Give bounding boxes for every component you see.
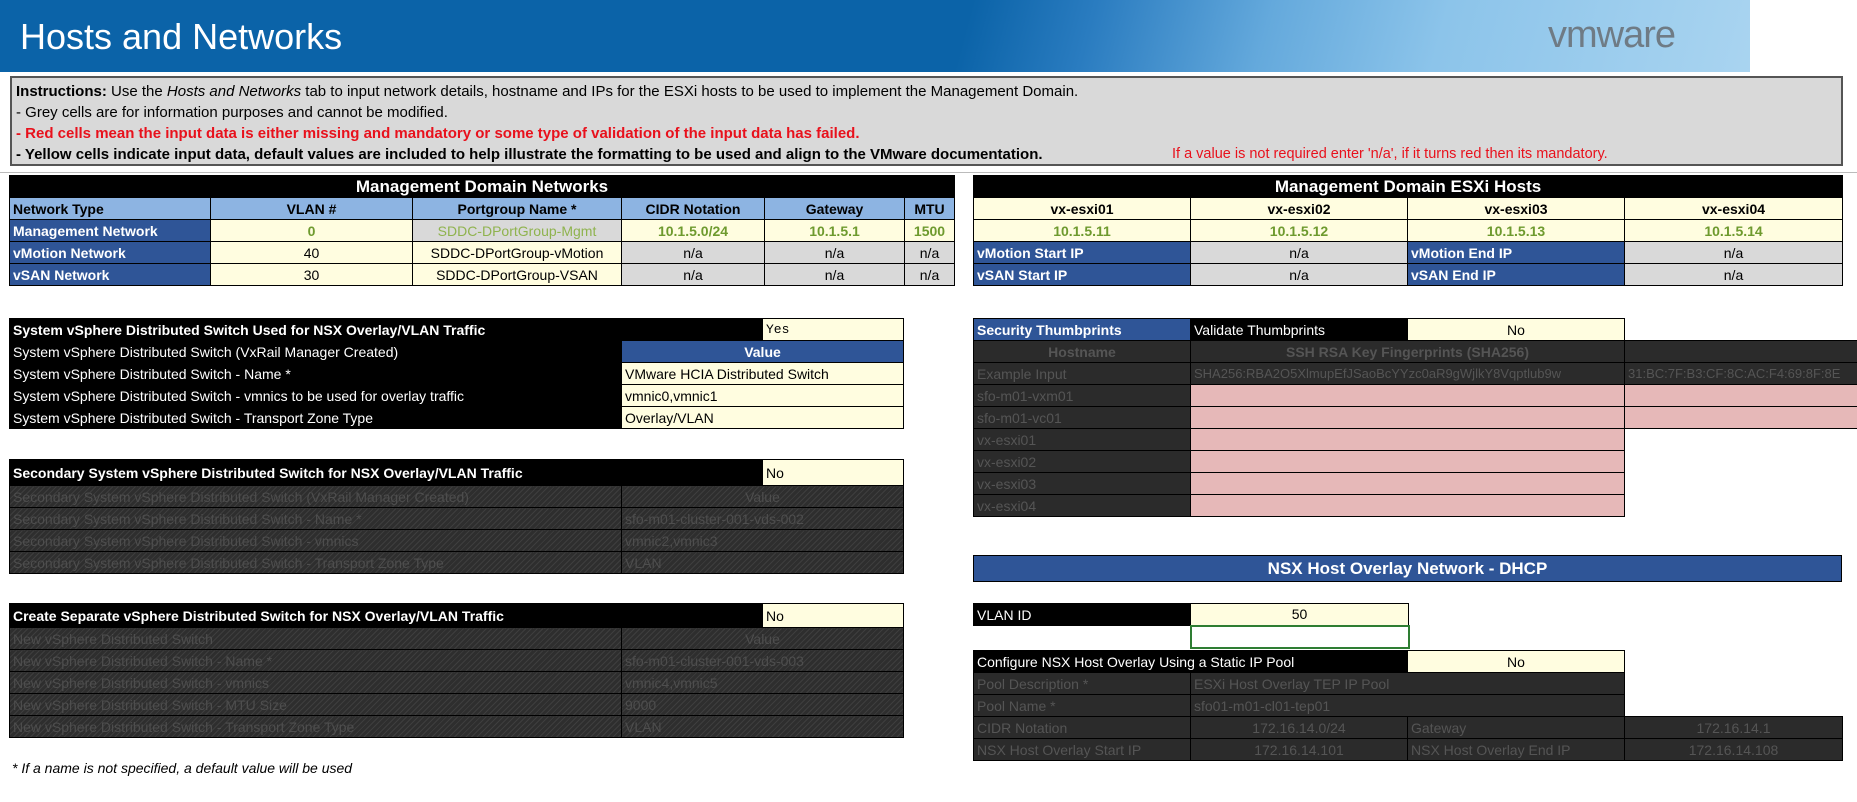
nsx-vlan-table <box>973 603 1410 649</box>
vsan-start-label: vSAN Start IP <box>974 264 1191 286</box>
table-row <box>974 429 1857 451</box>
instructions-text: Use the <box>111 83 167 100</box>
secondary-vds-title: Secondary System vSphere Distributed Switch for NSX Overlay/VLAN Traffic <box>10 460 763 486</box>
spacer <box>1625 651 1843 673</box>
gateway-cell[interactable]: 10.1.5.1 <box>765 220 905 242</box>
thumbprint-input[interactable] <box>1191 429 1625 451</box>
vmware-logo: vmware <box>1548 14 1676 56</box>
cidr-cell: n/a <box>622 264 765 286</box>
secondary-vds-row-value: sfo-m01-cluster-001-vds-002 <box>622 508 904 530</box>
system-vds-table <box>9 318 904 429</box>
table-row <box>10 264 955 286</box>
cidr-cell: n/a <box>622 242 765 264</box>
spacer <box>1625 429 1857 451</box>
instructions-line-3: - Red cells mean the input data is either missing and mandatory or some type of validation of the input data has failed. <box>16 125 860 142</box>
instructions-box <box>10 76 1843 166</box>
thumbprint-host-label: sfo-m01-vc01 <box>974 407 1191 429</box>
thumbprint-host-label: sfo-m01-vxm01 <box>974 385 1191 407</box>
secondary-vds-row-value: VLAN <box>622 552 904 574</box>
secondary-vds-row-label: Secondary System vSphere Distributed Switch - Transport Zone Type <box>10 552 622 574</box>
instructions-line-1 <box>16 81 1837 102</box>
thumbprint-input[interactable] <box>1191 495 1625 517</box>
footnote: * If a name is not specified, a default value will be used <box>12 760 353 776</box>
separate-vds-row-label: New vSphere Distributed Switch - Transport Zone Type <box>10 716 622 738</box>
vlan-cell[interactable]: 30 <box>211 264 413 286</box>
thumbprint-host-label: vx-esxi04 <box>974 495 1191 517</box>
separate-vds-value[interactable]: No <box>763 604 904 628</box>
portgroup-cell[interactable]: SDDC-DPortGroup-VSAN <box>413 264 622 286</box>
thumbprint-host-label: vx-esxi03 <box>974 473 1191 495</box>
table-row <box>974 407 1857 429</box>
separate-vds-table <box>9 603 904 738</box>
thumbprint-input[interactable] <box>1191 473 1625 495</box>
portgroup-cell: SDDC-DPortGroup-Mgmt <box>413 220 622 242</box>
vmotion-end-value: n/a <box>1625 242 1843 264</box>
esxi-hosts-title: Management Domain ESXi Hosts <box>974 176 1843 198</box>
table-row <box>974 473 1857 495</box>
system-vds-vmnics-field[interactable]: vmnic0,vmnic1 <box>622 385 904 407</box>
secondary-vds-table <box>9 459 904 574</box>
pool-cidr-value: 172.16.14.0/24 <box>1191 717 1408 739</box>
example-label: Example Input <box>974 363 1191 385</box>
instructions-lead: Instructions: <box>16 83 107 100</box>
table-row <box>10 220 955 242</box>
vlan-cell[interactable]: 40 <box>211 242 413 264</box>
nsx-overlay-title-table <box>973 555 1842 582</box>
system-vds-title: System vSphere Distributed Switch Used for NSX Overlay/VLAN Traffic <box>10 319 763 341</box>
thumbprint-host-label: vx-esxi01 <box>974 429 1191 451</box>
vlan-id-field[interactable]: 50 <box>1191 604 1409 626</box>
vlan-cell[interactable]: 0 <box>211 220 413 242</box>
system-vds-row-label: System vSphere Distributed Switch (VxRail Manager Created) <box>10 341 622 363</box>
thumbprint-input-2[interactable] <box>1625 385 1857 407</box>
separate-vds-row-value: vmnic4,vmnic5 <box>622 672 904 694</box>
separate-vds-row-value: VLAN <box>622 716 904 738</box>
secondary-vds-row-label: Secondary System vSphere Distributed Switch - Name * <box>10 508 622 530</box>
secondary-vds-row-label: Secondary System vSphere Distributed Switch - vmnics <box>10 530 622 552</box>
instructions-note: If a value is not required enter 'n/a', if it turns red then its mandatory. <box>1172 146 1608 162</box>
secondary-vds-row-value: Value <box>622 486 904 508</box>
spacer <box>1625 495 1857 517</box>
validate-thumbprints-value[interactable]: No <box>1408 319 1625 341</box>
spacer <box>1625 673 1843 695</box>
pool-name-value: sfo01-m01-cl01-tep01 <box>1191 695 1625 717</box>
secondary-vds-row-value: vmnic2,vmnic3 <box>622 530 904 552</box>
spacer <box>1625 473 1857 495</box>
divider <box>0 172 1857 173</box>
fingerprint-header-extra <box>1625 341 1857 363</box>
instructions-line-4: - Yellow cells indicate input data, default values are included to help illustrate the formatting to be used and align to the VMware documentation. <box>16 146 1043 163</box>
separate-vds-title: Create Separate vSphere Distributed Switch for NSX Overlay/VLAN Traffic <box>10 604 763 628</box>
esxi-hosts-table <box>973 175 1843 286</box>
host-ip-cell[interactable]: 10.1.5.12 <box>1191 220 1408 242</box>
system-vds-tz-field[interactable]: Overlay/VLAN <box>622 407 904 429</box>
table-row <box>10 242 955 264</box>
spacer <box>1625 319 1857 341</box>
pool-name-label: Pool Name * <box>974 695 1191 717</box>
separate-vds-row-value: sfo-m01-cluster-001-vds-003 <box>622 650 904 672</box>
page-title: Hosts and Networks <box>20 16 343 57</box>
vsan-start-value: n/a <box>1191 264 1408 286</box>
system-vds-row-label: System vSphere Distributed Switch - vmnics to be used for overlay traffic <box>10 385 622 407</box>
secondary-vds-row-label: Secondary System vSphere Distributed Switch (VxRail Manager Created) <box>10 486 622 508</box>
gateway-cell: n/a <box>765 264 905 286</box>
host-name-cell[interactable]: vx-esxi02 <box>1191 198 1408 220</box>
vmotion-start-value: n/a <box>1191 242 1408 264</box>
pool-end-label: NSX Host Overlay End IP <box>1408 739 1625 761</box>
separate-vds-row-label: New vSphere Distributed Switch - Name * <box>10 650 622 672</box>
gateway-cell: n/a <box>765 242 905 264</box>
pool-desc-label: Pool Description * <box>974 673 1191 695</box>
system-vds-row-label: System vSphere Distributed Switch - Transport Zone Type <box>10 407 622 429</box>
host-ip-cell[interactable]: 10.1.5.14 <box>1625 220 1843 242</box>
pool-cidr-label: CIDR Notation <box>974 717 1191 739</box>
vmotion-end-label: vMotion End IP <box>1408 242 1625 264</box>
mtu-cell: n/a <box>905 264 955 286</box>
cidr-cell[interactable]: 10.1.5.0/24 <box>622 220 765 242</box>
col-mtu: MTU <box>905 198 955 220</box>
vsan-end-label: vSAN End IP <box>1408 264 1625 286</box>
vsan-end-value: n/a <box>1625 264 1843 286</box>
network-type-cell: vSAN Network <box>10 264 211 286</box>
separate-vds-row-label: New vSphere Distributed Switch - MTU Size <box>10 694 622 716</box>
col-network-type: Network Type <box>10 198 211 220</box>
separate-vds-row-label: New vSphere Distributed Switch <box>10 628 622 650</box>
fingerprint-header: SSH RSA Key Fingerprints (SHA256) <box>1191 341 1625 363</box>
example-value-2: 31:BC:7F:B3:CF:8C:AC:F4:69:8F:8E <box>1625 363 1857 385</box>
spacer <box>1625 695 1843 717</box>
thumbprint-input[interactable] <box>1191 385 1625 407</box>
pool-start-value: 172.16.14.101 <box>1191 739 1408 761</box>
static-pool-label: Configure NSX Host Overlay Using a Static IP Pool <box>974 651 1408 673</box>
host-ip-cell[interactable]: 10.1.5.11 <box>974 220 1191 242</box>
banner <box>0 0 1750 72</box>
mtu-cell[interactable]: 1500 <box>905 220 955 242</box>
instructions-tab-name: Hosts and Networks <box>166 83 302 100</box>
instructions-text: tab to input network details, hostname and IPs for the ESXi hosts to be used to implement the Management Domain. <box>301 83 1079 100</box>
host-name-cell[interactable]: vx-esxi01 <box>974 198 1191 220</box>
static-pool-value[interactable]: No <box>1408 651 1625 673</box>
network-type-cell: Management Network <box>10 220 211 242</box>
host-ip-cell[interactable]: 10.1.5.13 <box>1408 220 1625 242</box>
thumbprint-input[interactable] <box>1191 451 1625 473</box>
portgroup-cell[interactable]: SDDC-DPortGroup-vMotion <box>413 242 622 264</box>
table-row <box>974 451 1857 473</box>
thumbprint-host-label: vx-esxi02 <box>974 451 1191 473</box>
validate-thumbprints-label: Validate Thumbprints <box>1191 319 1408 341</box>
col-gateway: Gateway <box>765 198 905 220</box>
mtu-cell: n/a <box>905 242 955 264</box>
pool-gateway-value: 172.16.14.1 <box>1625 717 1843 739</box>
pool-end-value: 172.16.14.108 <box>1625 739 1843 761</box>
thumbprints-label: Security Thumbprints <box>974 319 1191 341</box>
host-name-cell[interactable]: vx-esxi03 <box>1408 198 1625 220</box>
thumbprint-input[interactable] <box>1191 407 1625 429</box>
table-row <box>974 495 1857 517</box>
example-value: SHA256:RBA2O5XlmupEfJSaoBcYYzc0aR9gWjlkY8Vqptlub9w <box>1191 363 1625 385</box>
vlan-id-label: VLAN ID <box>974 604 1191 626</box>
instructions-line-2: - Grey cells are for information purposes and cannot be modified. <box>16 104 448 121</box>
col-vlan: VLAN # <box>211 198 413 220</box>
col-portgroup: Portgroup Name * <box>413 198 622 220</box>
nsx-pool-table <box>973 650 1843 761</box>
hostname-header: Hostname <box>974 341 1191 363</box>
pool-gateway-label: Gateway <box>1408 717 1625 739</box>
separate-vds-row-value: 9000 <box>622 694 904 716</box>
nsx-overlay-title: NSX Host Overlay Network - DHCP <box>974 556 1842 582</box>
separate-vds-row-value: Value <box>622 628 904 650</box>
network-type-cell: vMotion Network <box>10 242 211 264</box>
pool-desc-value: ESXi Host Overlay TEP IP Pool <box>1191 673 1625 695</box>
col-cidr: CIDR Notation <box>622 198 765 220</box>
pool-start-label: NSX Host Overlay Start IP <box>974 739 1191 761</box>
system-vds-row-label: System vSphere Distributed Switch - Name * <box>10 363 622 385</box>
vmotion-start-label: vMotion Start IP <box>974 242 1191 264</box>
thumbprints-table <box>973 318 1857 517</box>
spacer <box>974 626 1191 648</box>
mgmt-networks-table <box>9 175 955 286</box>
system-vds-name-field[interactable]: VMware HCIA Distributed Switch <box>622 363 904 385</box>
secondary-vds-value[interactable]: No <box>763 460 904 486</box>
table-row <box>974 385 1857 407</box>
separate-vds-row-label: New vSphere Distributed Switch - vmnics <box>10 672 622 694</box>
host-name-cell[interactable]: vx-esxi04 <box>1625 198 1843 220</box>
selected-cell[interactable] <box>1191 626 1409 648</box>
thumbprint-input-2[interactable] <box>1625 407 1857 429</box>
mgmt-networks-title: Management Domain Networks <box>10 176 955 198</box>
system-vds-value[interactable]: Yes <box>763 319 904 341</box>
value-header: Value <box>622 341 904 363</box>
spacer <box>1625 451 1857 473</box>
